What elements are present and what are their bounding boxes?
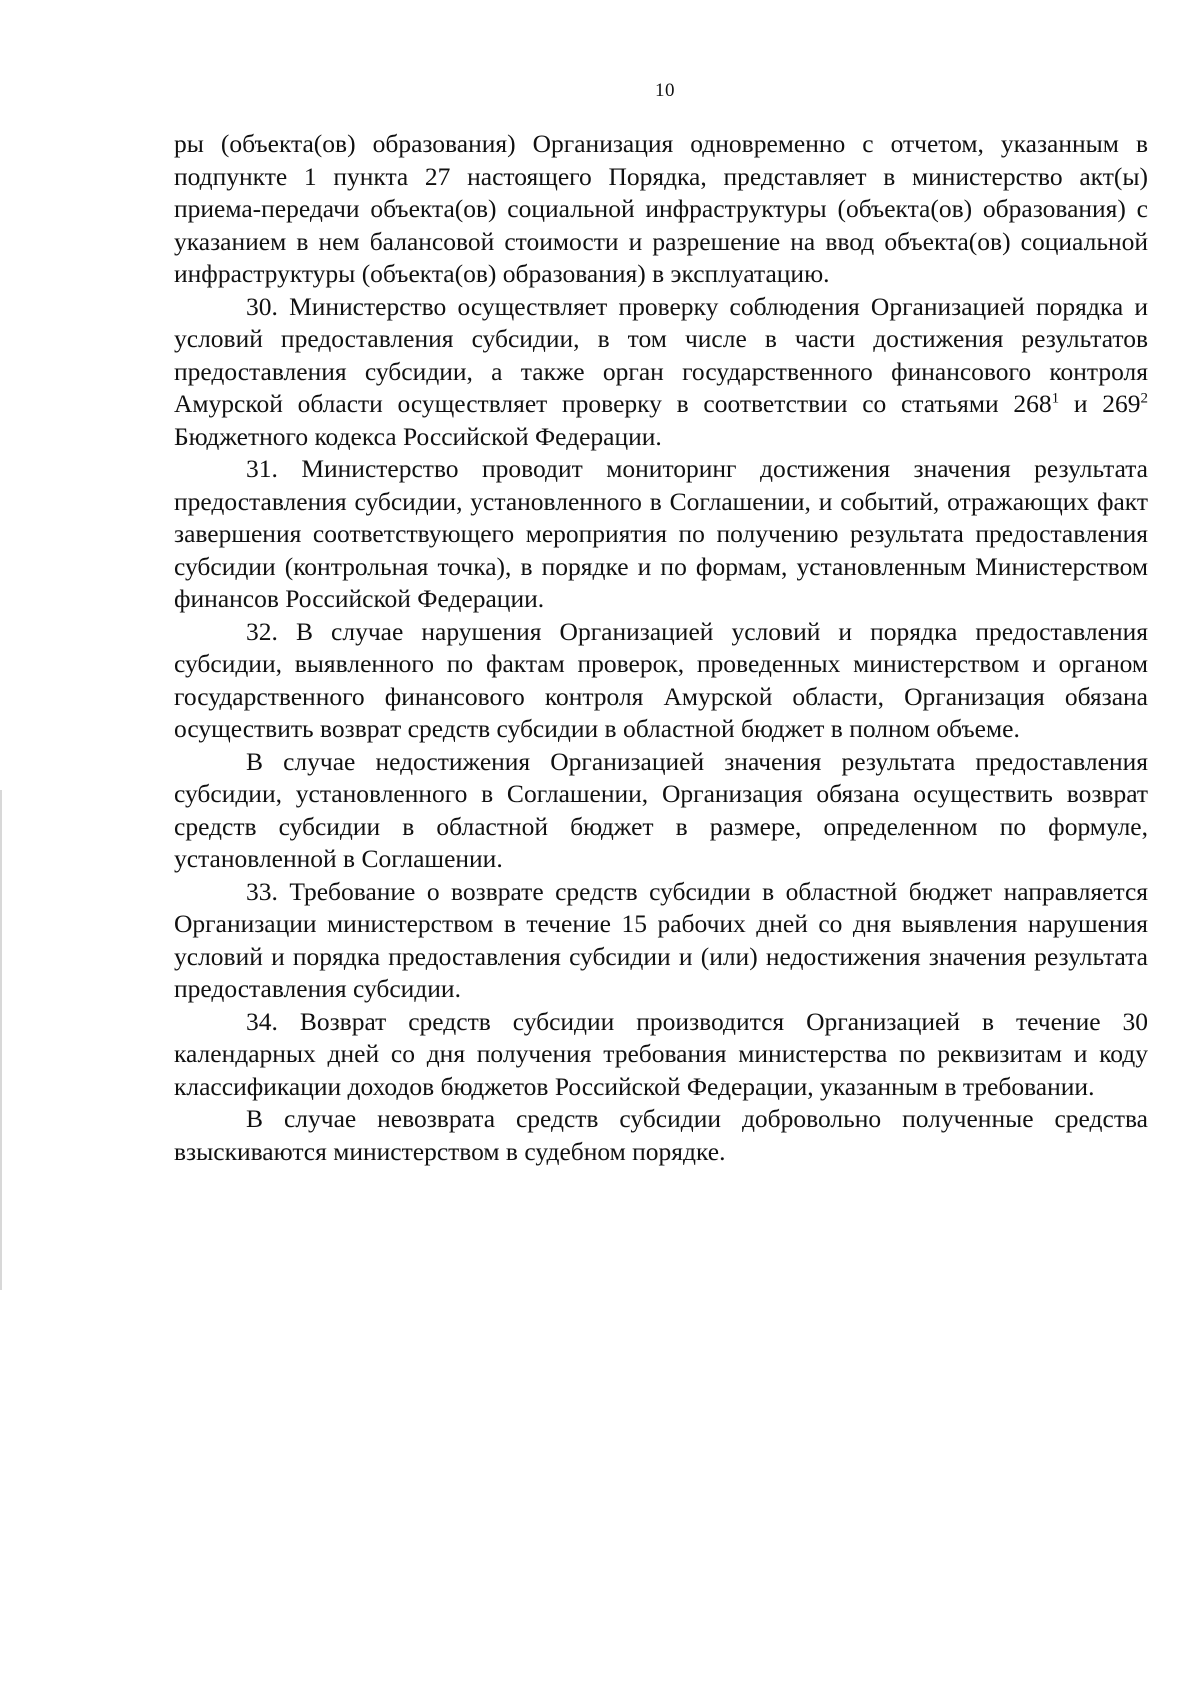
page-number: 10 (655, 80, 675, 101)
paragraph-32-second: В случае недостижения Организацией значения результата предоставления субсидии, установленного в Соглашении, Организация обязана осуществить возврат средств субсидии в областной бюджет в размере, определенном по формуле, установленной в Соглашении. (174, 746, 1148, 873)
paragraph-34: 34. Возврат средств субсидии производится Организацией в течение 30 календарных дней со дня получения требования министерства по реквизитам и коду классификации доходов бюджетов Российской Федерации, указанным в требовании. (174, 1006, 1148, 1101)
paragraph-30-text-middle: и 269 (1059, 389, 1141, 418)
paragraph-32: 32. В случае нарушения Организацией условий и порядка предоставления субсидии, выявленного по фактам проверок, проведенных министерством и органом государственного финансового контроля Амурской области, Организация обязана осуществить возврат средств субсидии в областной бюджет в полном объеме. (174, 616, 1148, 743)
paragraph-30 (174, 291, 1148, 454)
paragraph-30-text-after: Бюджетного кодекса Российской Федерации. (174, 421, 662, 451)
superscript-2: 2 (1140, 390, 1148, 407)
superscript-1: 1 (1051, 390, 1060, 407)
scan-edge-line (0, 790, 2, 1290)
paragraph-34-second: В случае невозврата средств субсидии добровольно полученные средства взыскиваются министерством в судебном порядке. (174, 1104, 1148, 1166)
paragraph-33: 33. Требование о возврате средств субсидии в областной бюджет направляется Организации министерством в течение 15 рабочих дней со дня выявления нарушения условий и порядка предоставления субсидии и (или) недостижения значения результата предоставления субсидии. (174, 876, 1148, 1003)
paragraph-continuation: ры (объекта(ов) образования) Организация одновременно с отчетом, указанным в подпункте 1 пункта 27 настоящего Порядка, представляет в министерство акт(ы) приема-передачи объекта(ов) социальной инфраструктуры (объекта(ов) образования) с указанием в нем балансовой стоимости и разрешение на ввод объекта(ов) социальной инфраструктуры (объекта(ов) образования) в эксплуатацию. (174, 129, 1148, 288)
document-body (174, 128, 1148, 1168)
paragraph-30-text-before: 30. Министерство осуществляет проверку соблюдения Организацией порядка и условий предоставления субсидии, в том числе в части достижения результатов предоставления субсидии, а также орган государственного финансового контроля Амурской области осуществляет проверку в соответствии со статьями 268 (174, 291, 1148, 418)
paragraph-31: 31. Министерство проводит мониторинг достижения значения результата предоставления субсидии, установленного в Соглашении, и событий, отражающих факт завершения соответствующего мероприятия по получению результата предоставления субсидии (контрольная точка), в порядке и по формам, установленным Министерством финансов Российской Федерации. (174, 454, 1148, 613)
